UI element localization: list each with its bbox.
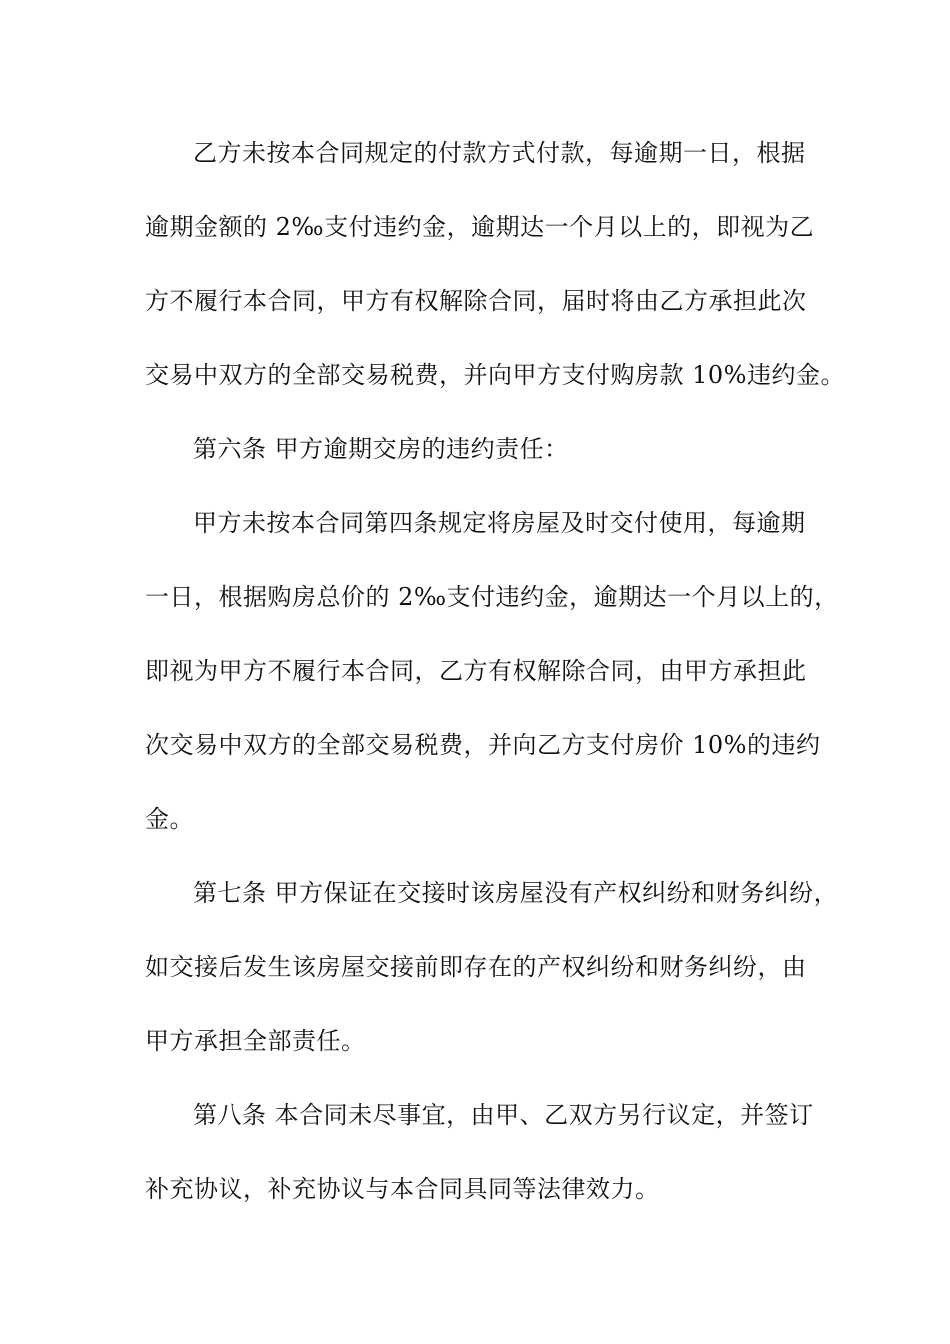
text-line: 甲方未按本合同第四条规定将房屋及时交付使用，每逾期 [193,509,806,537]
text-line: 如交接后发生该房屋交接前即存在的产权纠纷和财务纠纷，由 [145,953,807,981]
text-line: 第八条 本合同未尽事宜，由甲、乙双方另行议定，并签订 [193,1101,814,1129]
text-line: 乙方未按本合同规定的付款方式付款，每逾期一日，根据 [193,139,806,167]
text-line: 第七条 甲方保证在交接时该房屋没有产权纠纷和财务纠纷， [193,879,839,907]
text-line: 逾期金额的 2‰支付违约金，逾期达一个月以上的，即视为乙 [145,213,815,241]
text-line: 方不履行本合同，甲方有权解除合同，届时将由乙方承担此次 [145,287,807,315]
text-line: 一日，根据购房总价的 2‰支付违约金，逾期达一个月以上的， [145,583,839,611]
article-heading: 第六条 甲方逾期交房的违约责任： [193,435,569,463]
text-line: 金。 [145,805,194,833]
text-line: 甲方承担全部责任。 [145,1027,366,1055]
text-line: 交易中双方的全部交易税费，并向甲方支付购房款 10%违约金。 [145,361,845,389]
text-line: 即视为甲方不履行本合同，乙方有权解除合同，由甲方承担此 [145,657,807,685]
text-line: 补充协议，补充协议与本合同具同等法律效力。 [145,1175,660,1203]
text-line: 次交易中双方的全部交易税费，并向乙方支付房价 10%的违约 [145,731,821,759]
